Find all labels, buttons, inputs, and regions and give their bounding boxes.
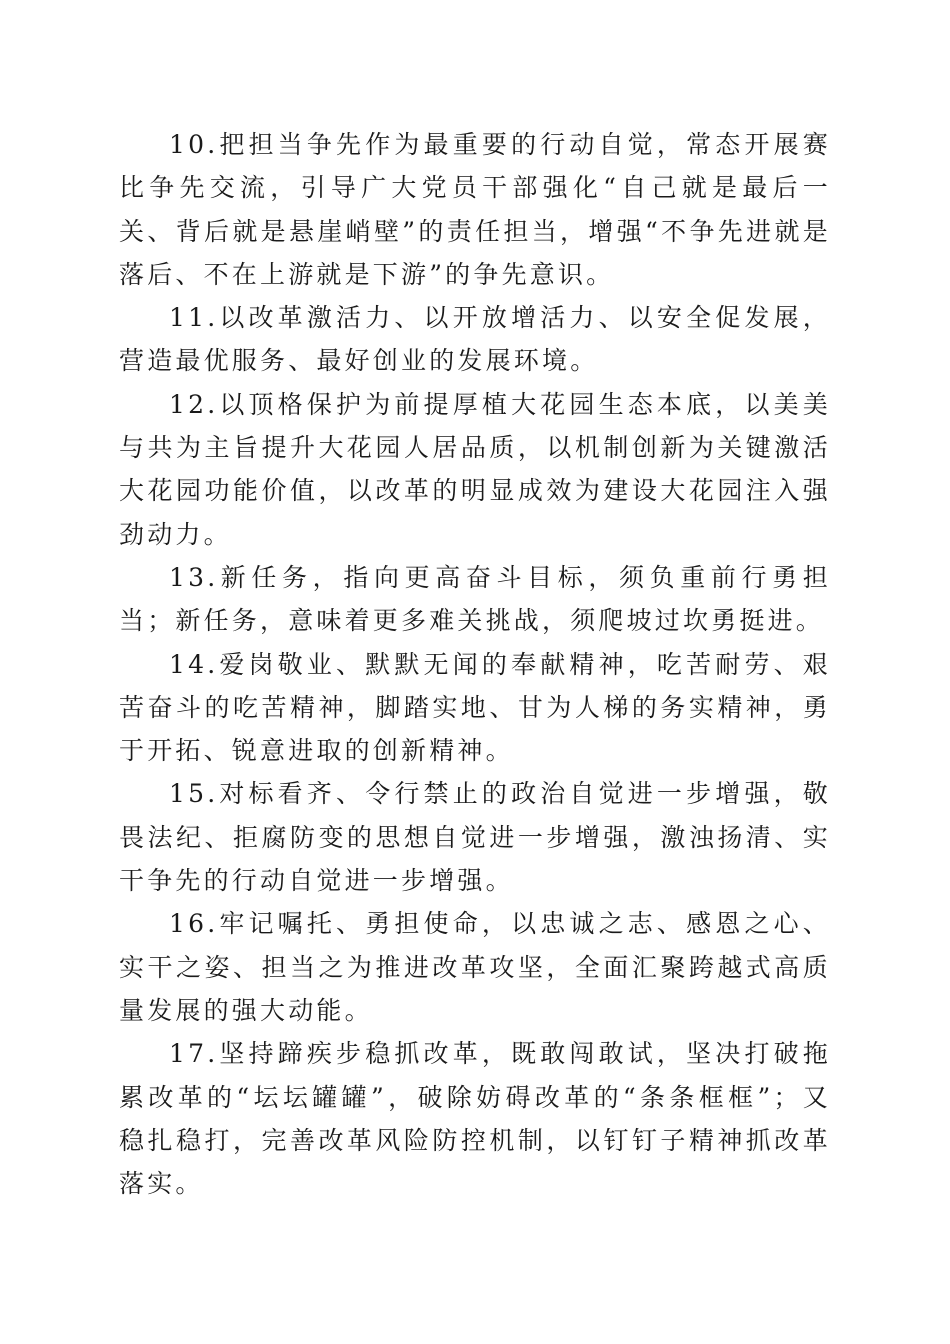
paragraph-16: 16.牢记嘱托、勇担使命，以忠诚之志、感恩之心、实干之姿、担当之为推进改革攻坚，全面汇聚跨越式高质量发展的强大动能。	[119, 909, 831, 1025]
paragraph-12: 12.以顶格保护为前提厚植大花园生态本底，以美美与共为主旨提升大花园人居品质，以机制创新为关键激活大花园功能价值，以改革的明显成效为建设大花园注入强劲动力。	[119, 389, 831, 549]
document-body	[119, 123, 831, 1205]
paragraph-14: 14.爱岗敬业、默默无闻的奉献精神，吃苦耐劳、艰苦奋斗的吃苦精神，脚踏实地、甘为人梯的务实精神，勇于开拓、锐意进取的创新精神。	[119, 649, 831, 766]
paragraph-15: 15.对标看齐、令行禁止的政治自觉进一步增强，敬畏法纪、拒腐防变的思想自觉进一步增强，激浊扬清、实干争先的行动自觉进一步增强。	[119, 779, 831, 896]
paragraph-17: 17.坚持蹄疾步稳抓改革，既敢闯敢试，坚决打破拖累改革的“坛坛罐罐”，破除妨碍改革的“条条框框”；又稳扎稳打，完善改革风险防控机制，以钉钉子精神抓改革落实。	[119, 1039, 831, 1199]
paragraph-11: 11.以改革激活力、以开放增活力、以安全促发展，营造最优服务、最好创业的发展环境。	[119, 303, 831, 376]
paragraph-13: 13.新任务，指向更高奋斗目标，须负重前行勇担当；新任务，意味着更多难关挑战，须爬坡过坎勇挺进。	[119, 562, 831, 636]
paragraph-10: 10.把担当争先作为最重要的行动自觉，常态开展赛比争先交流，引导广大党员干部强化“自己就是最后一关、背后就是悬崖峭壁”的责任担当，增强“不争先进就是落后、不在上游就是下游”的争先意识。	[119, 130, 831, 289]
